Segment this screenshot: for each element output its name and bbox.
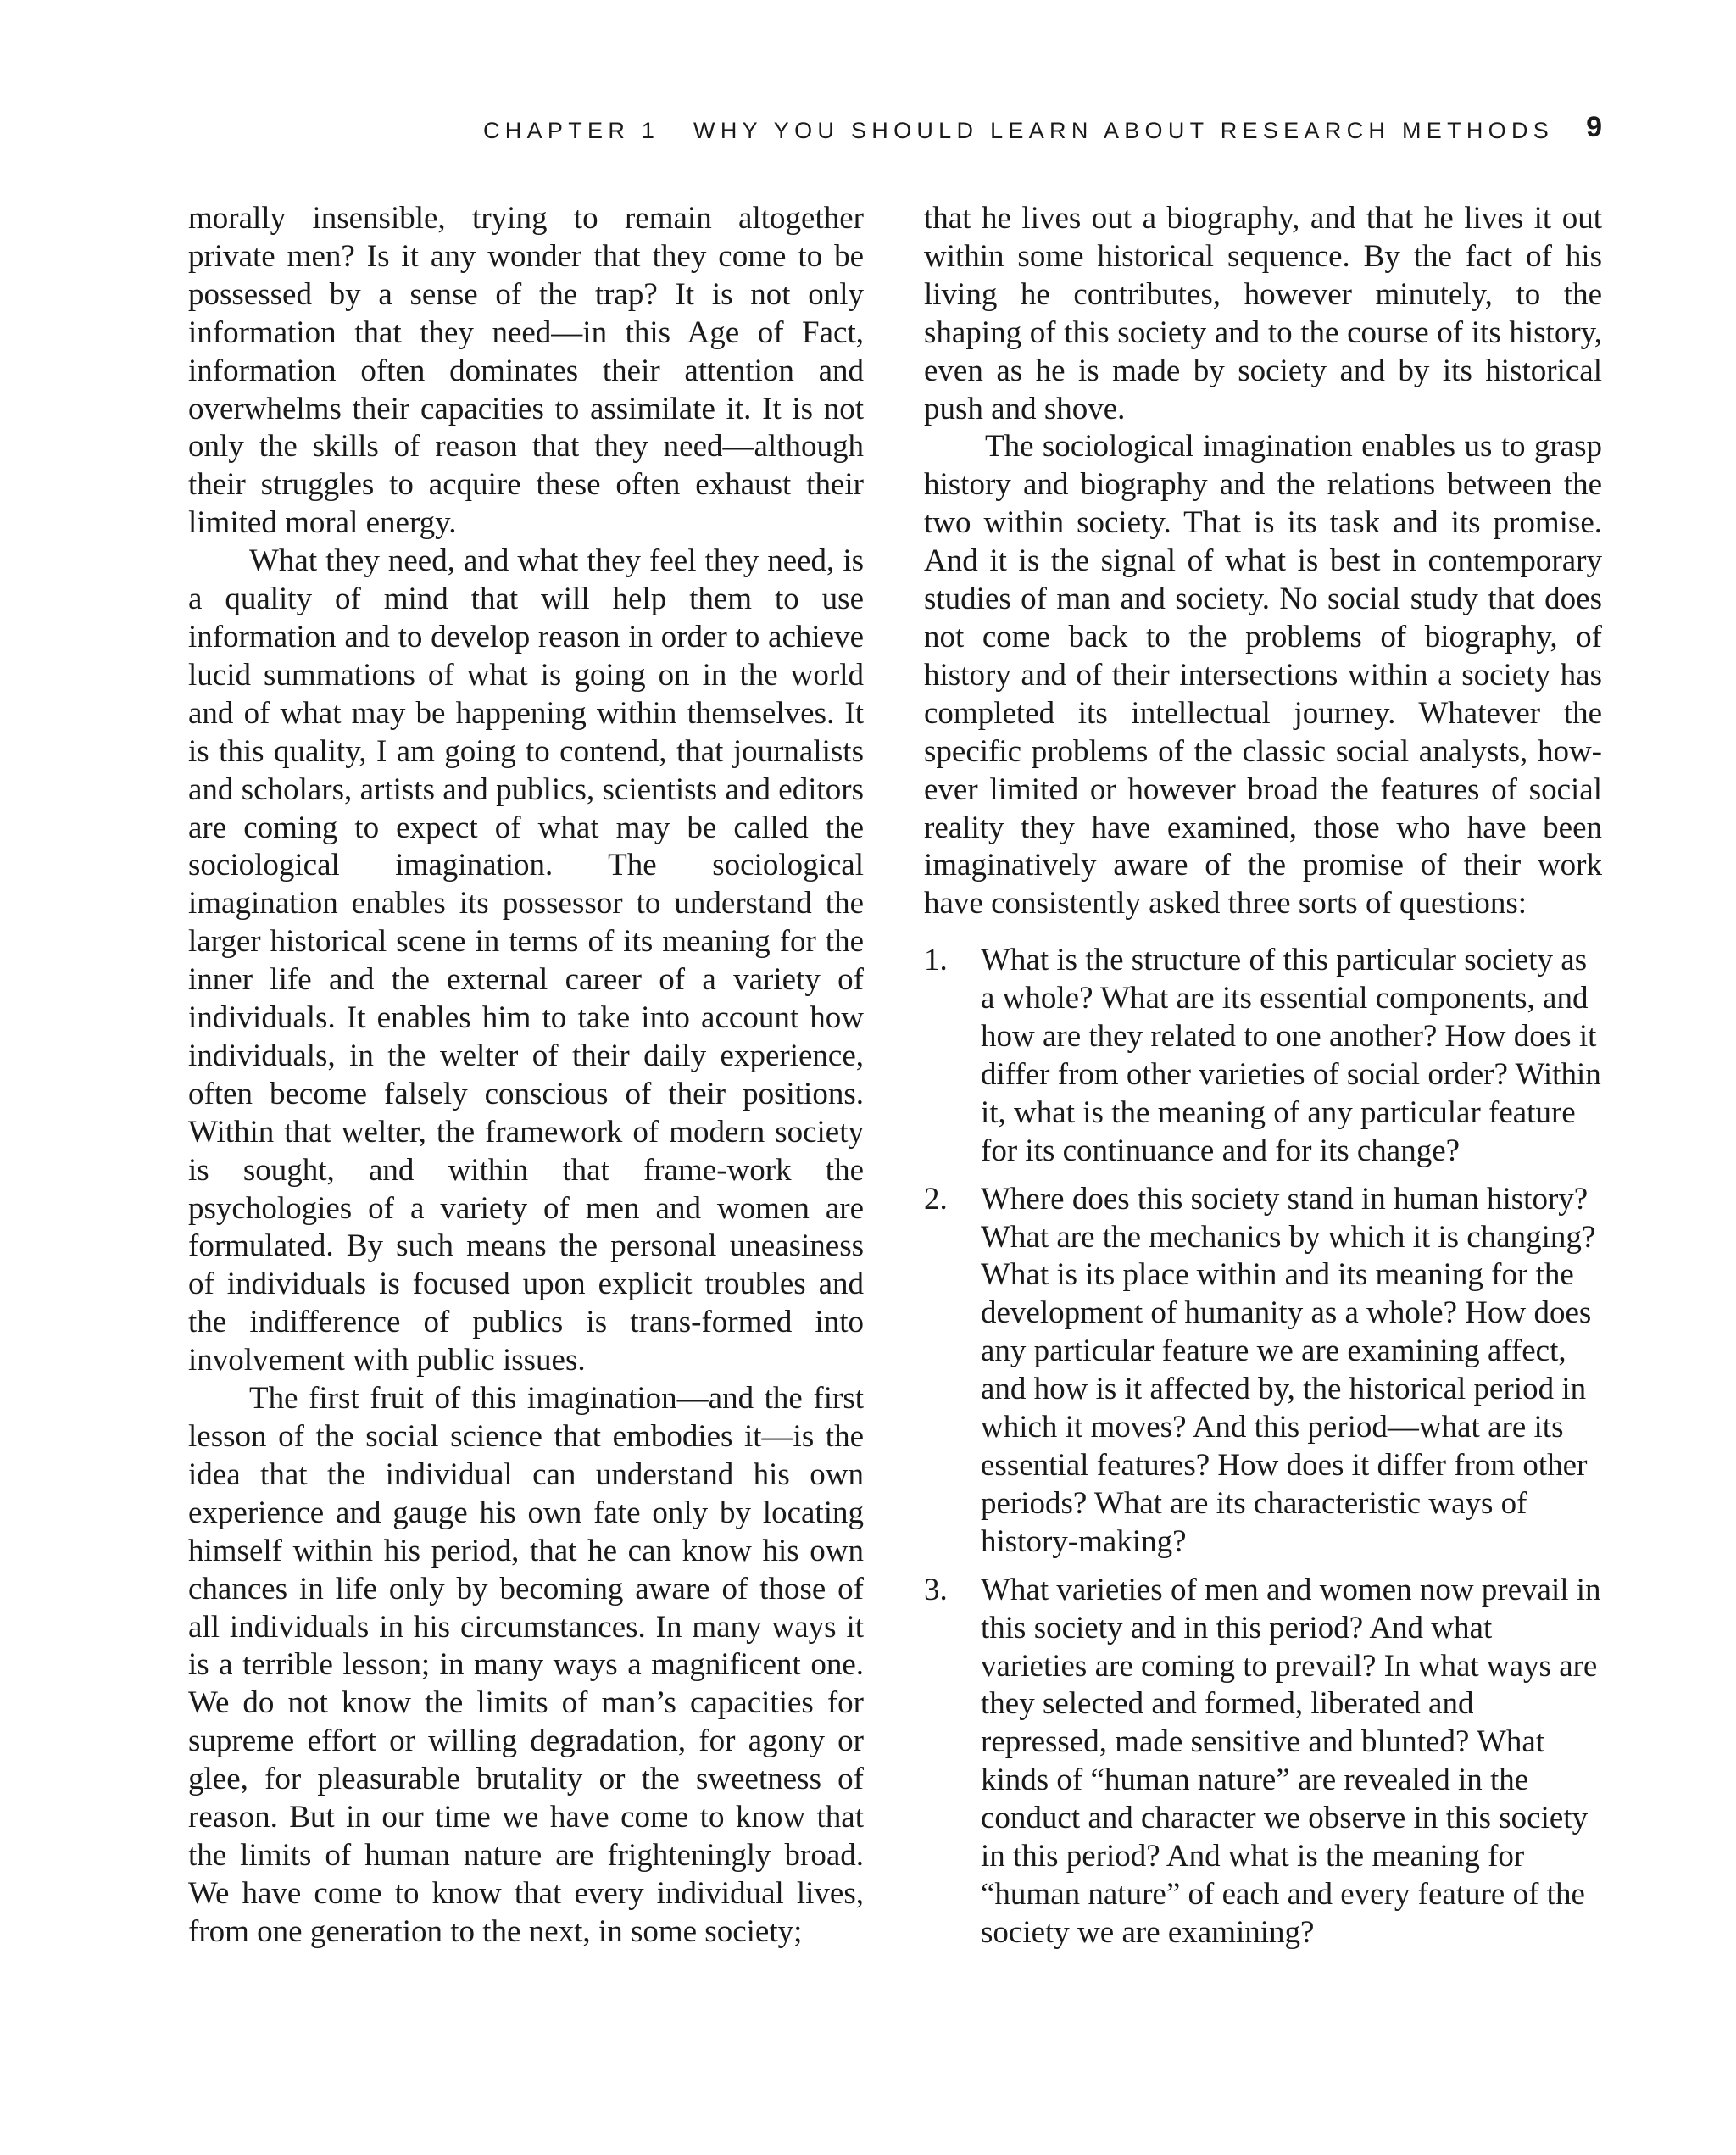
question-list — [924, 942, 1602, 1952]
chapter-title: WHY YOU SHOULD LEARN ABOUT RESEARCH METHODS — [693, 118, 1555, 143]
list-item — [924, 1572, 1602, 1952]
list-item-number: 3. — [924, 1572, 948, 1607]
paragraph: The first fruit of this imagination—and the first lesson of the social science that embodies it—is the idea that the individual can understand his own experience and gauge his own fate only by locating himself within his period, that he can know his own chances in life only by becoming aware of those of all individuals in his circumstances. In many ways it is a terrible lesson; in many ways a magnificent one. We do not know the limits of man’s capacities for supreme effort or willing degradation, for agony or glee, for pleasurable brutality or the sweetness of reason. But in our time we have come to know that the limits of human nature are frighteningly broad. We have come to know that every individual lives, from one generation to the next, in some society; — [188, 1381, 864, 1949]
list-item — [924, 942, 1602, 1170]
list-item-text: Where does this society stand in human history? What are the mechanics by which it is changing? What is its place within and its meaning for the development of humanity as a whole? How does any particular feature we are examining affect, and how is it affected by, the historical period in which it moves? And this period—what are its essential features? How does it differ from other periods? What are its characteristic ways of history-making? — [981, 1181, 1596, 1559]
page-number: 9 — [1586, 111, 1602, 143]
paragraph: The sociological imagination enables us to grasp history and biography and the relations between the two within society. That is its task and its promise. And it is the signal of what is best in contemporary studies of man and society. No social study that does not come back to the problems of biography, of history and of their intersections within a society has completed its intellectual journey. Whatever the specific problems of the classic social analysts, how-ever limited or however broad the features of social reality they have examined, those who have been imaginatively aware of the promise of their work have consistently asked three sorts of questions: — [924, 429, 1602, 922]
paragraph: that he lives out a biography, and that he lives it out within some historical sequence. By the fact of his living he contributes, however minutely, to the shaping of this society and to the course of its history, even as he is made by society and by its historical push and shove. — [924, 201, 1602, 426]
paragraph: What they need, and what they feel they need, is a quality of mind that will help them to use information and to develop reason in order to achieve lucid summations of what is going on in the world and of what may be happening within themselves. It is this quality, I am going to contend, that journalists and scholars, artists and publics, scientists and editors are coming to expect of what may be called the sociological imagination. The sociological imagination enables its possessor to understand the larger historical scene in terms of its meaning for the inner life and the external career of a variety of individuals. It enables him to take into account how individuals, in the welter of their daily experience, often become falsely conscious of their positions. Within that welter, the framework of modern society is sought, and within that frame-work the psychologies of a variety of men and women are formulated. By such means the personal uneasiness of individuals is focused upon explicit troubles and the indifference of publics is trans-formed into involvement with public issues. — [188, 543, 864, 1378]
list-item-text: What is the structure of this particular society as a whole? What are its essential components, and how are they related to one another? How does it differ from other varieties of social order? Within it, what is the meaning of any particular feature for its continuance and for its change? — [981, 943, 1601, 1168]
list-item — [924, 1181, 1602, 1562]
list-item-number: 2. — [924, 1181, 948, 1217]
right-column — [924, 200, 1602, 1963]
chapter-label: CHAPTER 1 — [483, 118, 660, 143]
list-item-number: 1. — [924, 943, 948, 978]
list-item-text: What varieties of men and women now prevail in this society and in this period? And what varieties are coming to prevail? In what ways are they selected and formed, liberated and repressed, made sensitive and blunted? What kinds of “human nature” are revealed in the conduct and character we observe in this society in this period? And what is the meaning for “human nature” of each and every feature of the society we are examining? — [981, 1572, 1601, 1950]
left-column — [188, 200, 864, 1952]
paragraph: morally insensible, trying to remain altogether private men? Is it any wonder that they come to be possessed by a sense of the trap? It is not only information that they need—in this Age of Fact, information often dominates their attention and overwhelms their capacities to assimilate it. It is not only the skills of reason that they need—although their struggles to acquire these often exhaust their limited moral energy. — [188, 201, 864, 541]
running-head — [483, 115, 1602, 146]
